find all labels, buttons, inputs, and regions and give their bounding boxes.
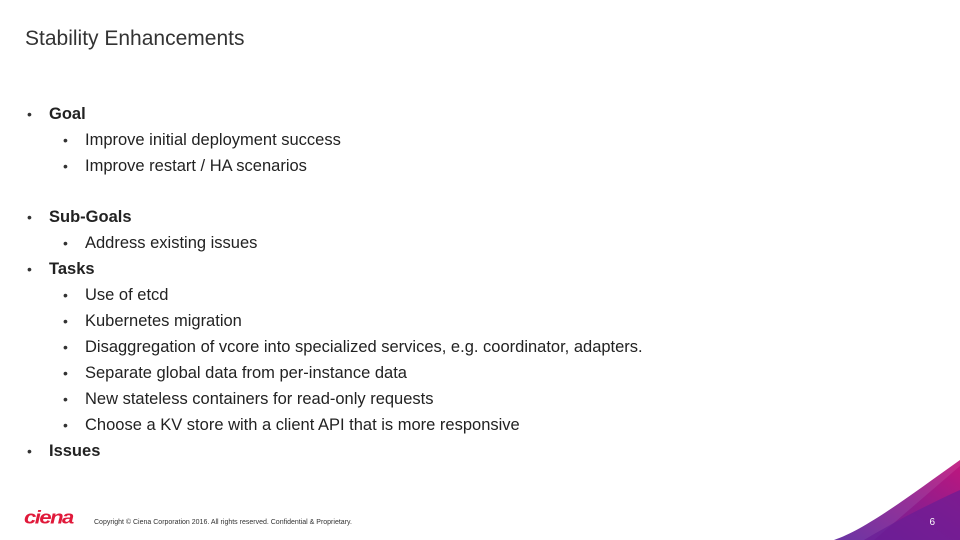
bullet-dot: • <box>27 209 32 225</box>
bullet-dot: • <box>63 287 68 303</box>
bullet-text: Improve restart / HA scenarios <box>85 157 307 175</box>
bullet-text: Improve initial deployment success <box>85 131 341 149</box>
copyright-notice: Copyright © Ciena Corporation 2016. All rights reserved. Confidential & Proprietary. <box>94 519 352 526</box>
bullet-dot: • <box>63 339 68 355</box>
bullet-dot: • <box>63 235 68 251</box>
bullet-dot: • <box>27 106 32 122</box>
bullet-text: Separate global data from per-instance data <box>85 364 407 382</box>
bullet-text: Address existing issues <box>85 234 258 252</box>
page-number: 6 <box>929 517 935 528</box>
bullet-text: Disaggregation of vcore into specialized services, e.g. coordinator, adapters. <box>85 338 643 356</box>
bullet-dot: • <box>27 261 32 277</box>
bullet-text: Kubernetes migration <box>85 312 242 330</box>
bullet-text: Sub-Goals <box>49 208 132 226</box>
bullet-dot: • <box>63 158 68 174</box>
bullet-text: Tasks <box>49 260 95 278</box>
bullet-dot: • <box>27 443 32 459</box>
ciena-logo: ciena <box>24 507 73 528</box>
corner-gradient-art <box>834 460 960 540</box>
bullet-text: Issues <box>49 442 101 460</box>
bullet-dot: • <box>63 365 68 381</box>
bullet-text: Goal <box>49 105 86 123</box>
bullet-dot: • <box>63 391 68 407</box>
bullet-text: New stateless containers for read-only requests <box>85 390 434 408</box>
bullet-dot: • <box>63 313 68 329</box>
bullet-dot: • <box>63 417 68 433</box>
bullet-dot: • <box>63 132 68 148</box>
slide-title: Stability Enhancements <box>25 27 245 50</box>
bullet-text: Use of etcd <box>85 286 169 304</box>
bullet-text: Choose a KV store with a client API that is more responsive <box>85 416 520 434</box>
